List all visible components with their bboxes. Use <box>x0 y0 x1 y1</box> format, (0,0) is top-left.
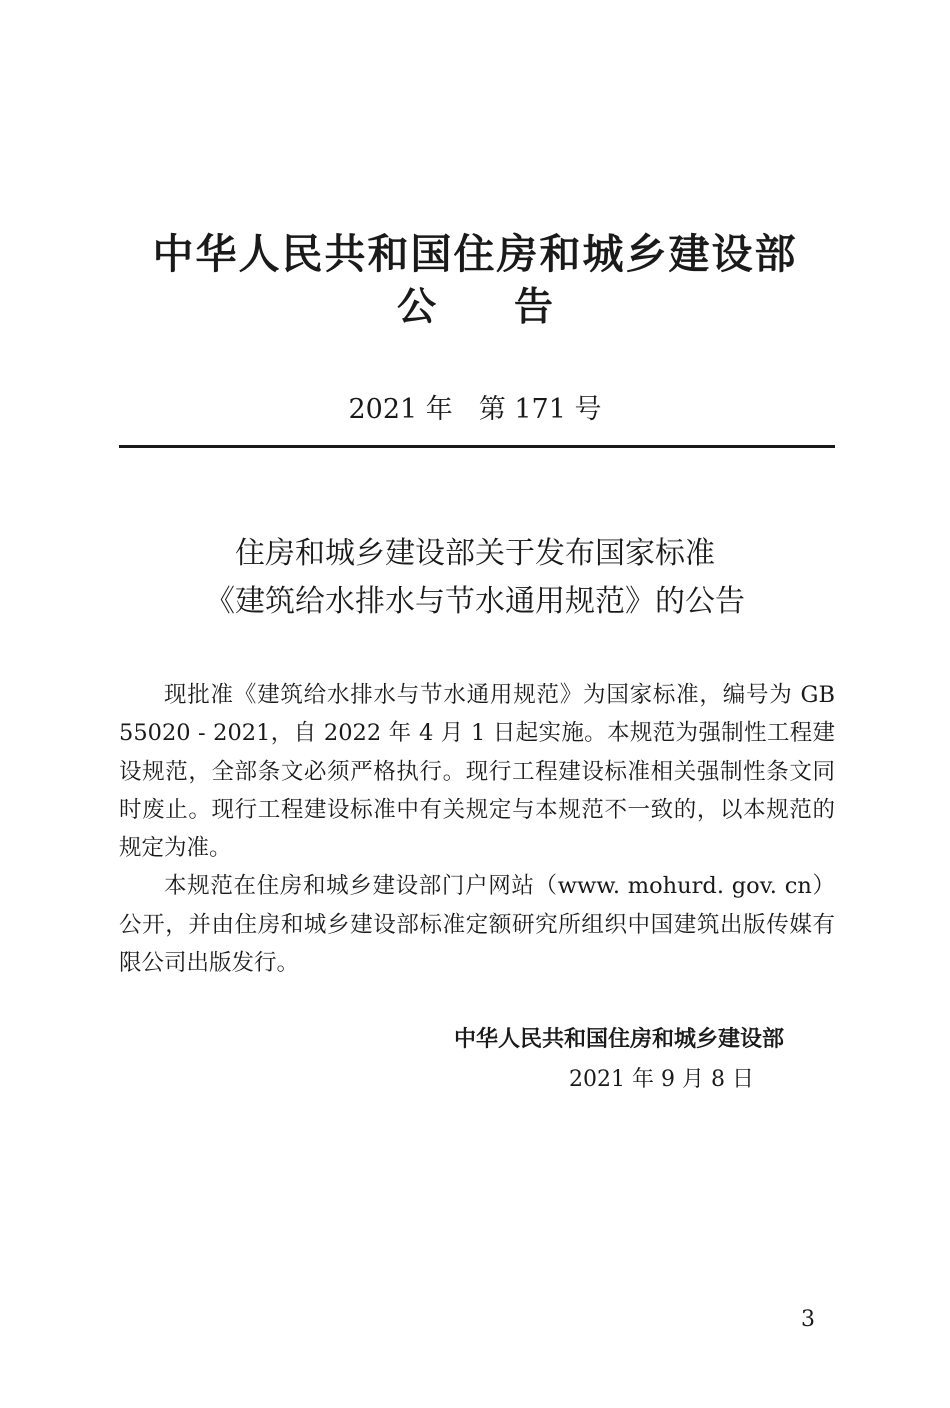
page-number: 3 <box>801 1307 815 1332</box>
notice-title-line-1: 住房和城乡建设部关于发布国家标准 <box>235 536 715 571</box>
issue-number <box>0 390 950 430</box>
signature-date: 2021 年 9 月 8 日 <box>569 1067 754 1092</box>
issue-year: 2021 年 <box>348 394 453 425</box>
issue-seq: 第 171 号 <box>478 394 602 425</box>
body-paragraph-2: 本规范在住房和城乡建设部门户网站（www. mohurd. gov. cn）公开，并由住房和城乡建设部标准定额研究所组织中国建筑出版传媒有限公司出版发行。 <box>119 873 835 977</box>
notice-title-line-2: 《建筑给水排水与节水通用规范》的公告 <box>205 584 745 619</box>
announcement-char-right: 告 <box>514 285 554 330</box>
announcement-char-left: 公 <box>396 285 436 330</box>
body-paragraph-1: 现批准《建筑给水排水与节水通用规范》为国家标准，编号为 GB 55020 - 2021，自 2022 年 4 月 1 日起实施。本规范为强制性工程建设规范，全部条文必须严格执行。现行工程建设标准相关强制性条文同时废止。现行工程建设标准中有关规定与本规范不一致的，以本规范的规定为准。 <box>119 682 835 862</box>
notice-body <box>119 676 835 982</box>
ministry-title: 中华人民共和国住房和城乡建设部 <box>152 230 798 278</box>
header-divider <box>119 445 835 448</box>
notice-title <box>0 530 950 626</box>
announcement-label <box>0 280 950 336</box>
signature-issuer: 中华人民共和国住房和城乡建设部 <box>453 1027 784 1052</box>
